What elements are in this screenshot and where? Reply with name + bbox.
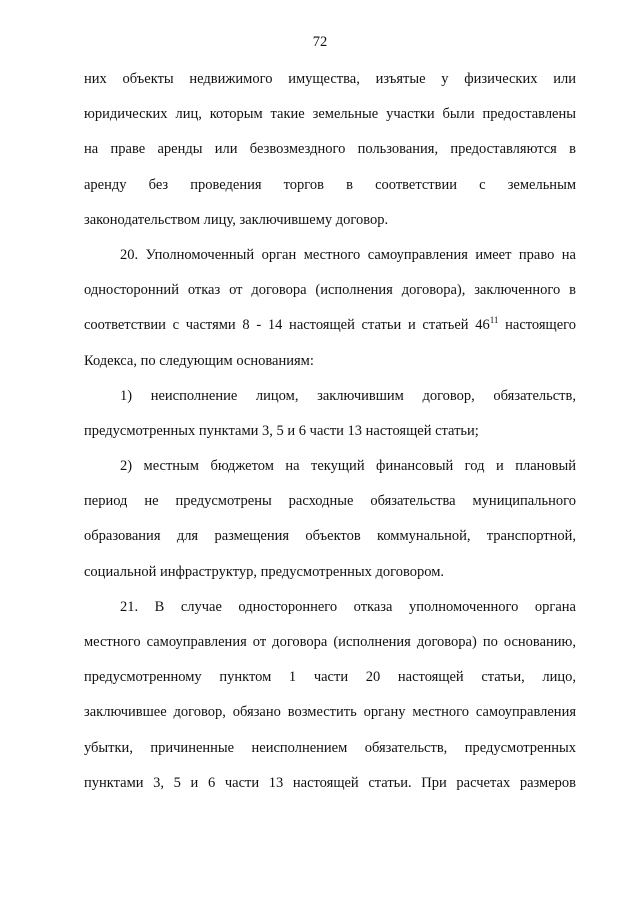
text-line: местного самоуправления от договора (исполнения договора) по основанию, [84,634,576,650]
item-1-start: 1) неисполнение лицом, заключившим договор, обязательств, [120,387,576,404]
text-line: на праве аренды или безвозмездного пользования, предоставляются в [84,141,576,158]
text-line: предусмотренному пунктом 1 части 20 настоящей статьи, лицо, [84,669,576,686]
text-line-with-superscript [84,308,576,343]
text-line: них объекты недвижимого имущества, изъятые у физических или [84,71,576,87]
text-line: пунктами 3, 5 и 6 части 13 настоящей статьи. При расчетах размеров [84,774,576,791]
text-line: социальной инфраструктур, предусмотренных договором. [84,563,444,580]
paragraph-20-start: 20. Уполномоченный орган местного самоуправления имеет право на [120,246,576,263]
article-superscript: 11 [489,315,499,326]
text-line: юридических лиц, которым такие земельные участки были предоставлены [84,106,576,123]
line-text-tail: настоящего [498,317,576,334]
text-line: законодательством лицу, заключившему договор. [84,211,389,228]
text-line: образования для размещения объектов коммунальной, транспортной, [84,528,576,545]
text-line: Кодекса, по следующим основаниям: [84,352,314,369]
document-body [84,62,576,801]
text-line: односторонний отказ от договора (исполнения договора), заключенного в [84,282,576,299]
paragraph-21-start: 21. В случае одностороннего отказа уполномоченного органа [120,598,576,615]
item-2-start: 2) местным бюджетом на текущий финансовый год и плановый [120,458,576,475]
text-line: заключившее договор, обязано возместить органу местного самоуправления [84,704,576,721]
text-line: период не предусмотрены расходные обязательства муниципального [84,493,576,510]
text-line: убытки, причиненные неисполнением обязательств, предусмотренных [84,739,576,756]
page-number: 72 [312,34,328,50]
line-text: соответствии с частями 8 - 14 настоящей статьи и статьей 46 [84,317,490,334]
text-line: предусмотренных пунктами 3, 5 и 6 части 13 настоящей статьи; [84,422,479,439]
text-line: аренду без проведения торгов в соответствии с земельным [84,176,576,193]
